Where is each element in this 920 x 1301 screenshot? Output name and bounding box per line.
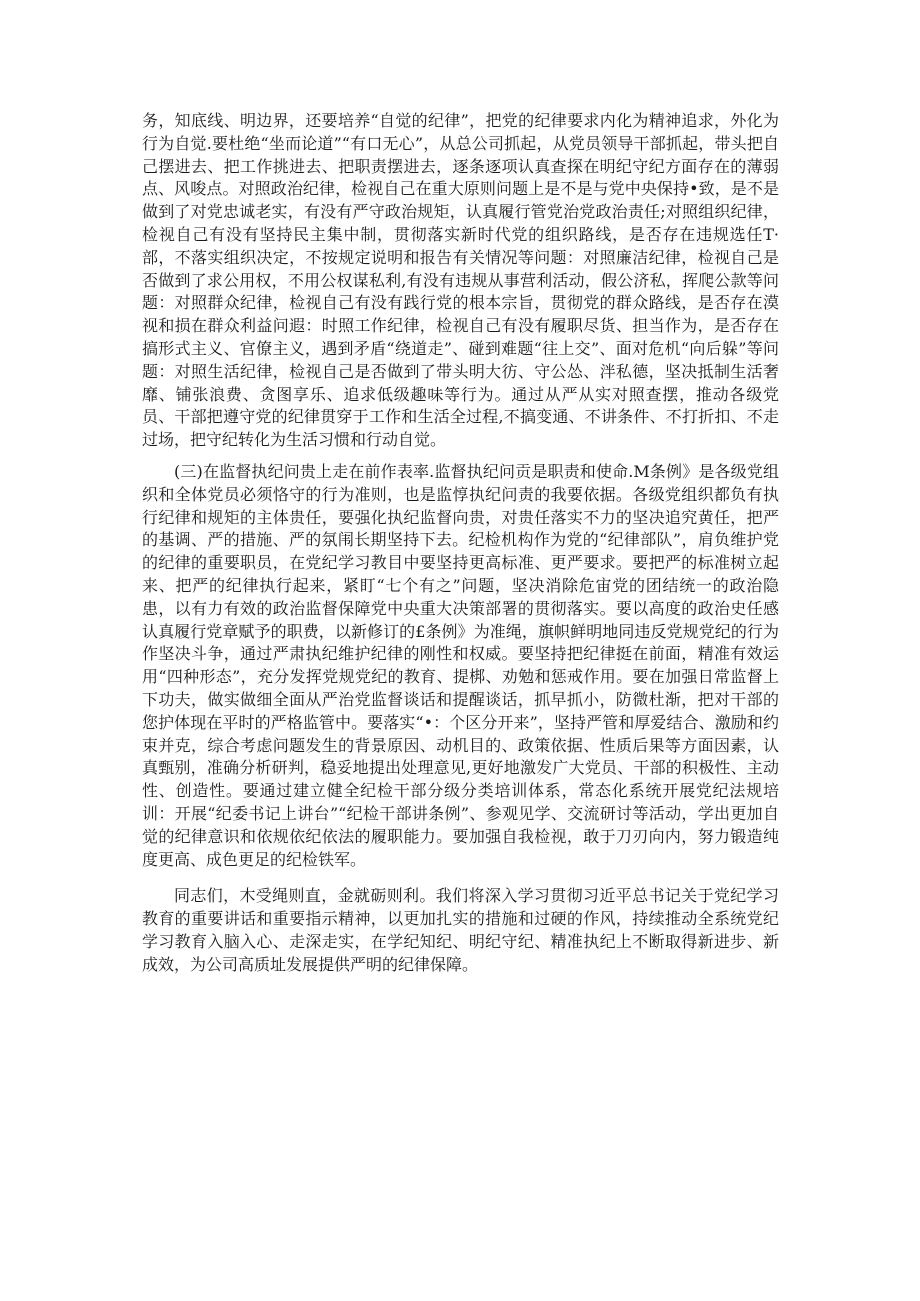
paragraph-supervision: (三)在监督执纪问贵上走在前作表率.监督执纪问贡是职责和使命.M条例》是各级党组织和全体党员必须恪守的行为准则，也是监惇执纪问责的我要依据。各级党组织都负有执行纪律和规矩的主体贵任，要强化执纪监督向贵，对贵任落实不力的坚决追究黄任，把严的基调、严的措施、严的氛闱长期坚持下去。纪检机构作为党的“纪律部队”，肩负维护党的纪律的重要职员，在党纪学习教目中要坚持更高标准、更严要求。要把严的标准树立起来、把严的纪律执行起来，紧盯“七个有之”问题，坚决消除危宙党的团结统一的政治隐患，以有力有效的政治监督保障党中央重大决策部署的贯彻落实。要以高度的政治史任感认真履行党章赋予的职费，以新修订的£条例》为准绳，旗帜鲜明地同违反党规党纪的行为作坚决斗争，通过严肃执纪维护纪律的刚性和权威。要坚持把纪律挺在前面，精准有效运用“四种形态”，充分发挥党规党纪的教育、提梆、劝勉和惩戒作用。要在加强日常监督上下功夫，做实做细全面从严治党监督谈话和提醒谈话，抓早抓小，防微杜渐，把对干部的您护体现在平时的严格监管中。要落实“•：个区分开来”，坚持严管和厚爱结合、激励和约束并克，综合考虑问题发生的背景原因、动机目的、政策依据、性质后果等方面因素，认真甄别，准确分析研判，稳妥地提出处理意见,更好地激发广大党员、干部的积极性、主动性、创造性。要通过建立健全纪检干部分级分类培训体系，常态化系统开展党纪法规培训：开展“纪委书记上讲台”“纪检干部讲条例”、参观见学、交流研讨等活动，学出更加自觉的纪律意识和依规依纪依法的履职能力。要加强自我检视，敢于刀刃向内，努力锻造纯度更高、成色更足的纪检铁军。 — [142, 461, 779, 869]
paragraph-closing: 同志们，木受绳则直，金就砺则利。我们将深入学习贯彻习近平总书记关于党纪学习教育的重要讲话和重要指示精神，以更加扎实的措施和过硬的作风，持续推动全系统党纪学习教育入脑入心、走深走实，在学纪知纪、明纪守纪、精准执纪上不断取得新进步、新成效，为公司高质址发展提供严明的纪律保障。 — [142, 886, 779, 974]
paragraph-discipline-review: 务，知底线、明边界，还要培养“自觉的纪律”，把党的纪律要求内化为精神追求，外化为行为自觉.要杜绝“坐而论道”“有口无心”，从总公司抓起，从党员领导干部抓起，带头把自己摆进去、把工作挑进去、把职责摆进去，逐条逐项认真查探在明纪守纪方面存在的薄弱点、风唆点。对照政治纪律，检视自己在重大原则问题上是不是与党中央保持•致，是不是做到了对党忠诚老实，有没有严守政治规矩，认真履行管党治党政治责任;对照组织纪律，检视自己有没有坚持民主集中制，贯彻落实新时代党的组织路线，是否存在违规选任T·部，不落实组织决定，不按规定说明和报告有关情况等问题：对照廉洁纪律，检视自己是否做到了求公用权，不用公权谋私利,有没有违规从事营利活动，假公济私，挥爬公款等问题：对照群众纪律，检视自己有没有践行党的根本宗旨，贯彻党的群众路线，是否存在漠视和损在群众利益问遐：时照工作纪律，检视自己有没有履职尽货、担当作为，是否存在搞形式主义、官僚主义，遇到矛盾“绕道走”、碰到难题“往上交”、面对危机“向后躲”等问题：对照生活纪律，检视自己是否做到了带头明大彷、守公怂、泮私德，坚决抵制生活奢靡、铺张浪费、贪图享乐、追求低级趣味等行为。通过从严从实对照查摆，推动各级党员、干部把遵守党的纪律贯穿于工作和生活全过程,不搞变通、不讲条件、不打折扣、不走过场，把守纪转化为生活习惯和行动自觉。 — [142, 111, 779, 450]
document-body — [142, 110, 779, 976]
